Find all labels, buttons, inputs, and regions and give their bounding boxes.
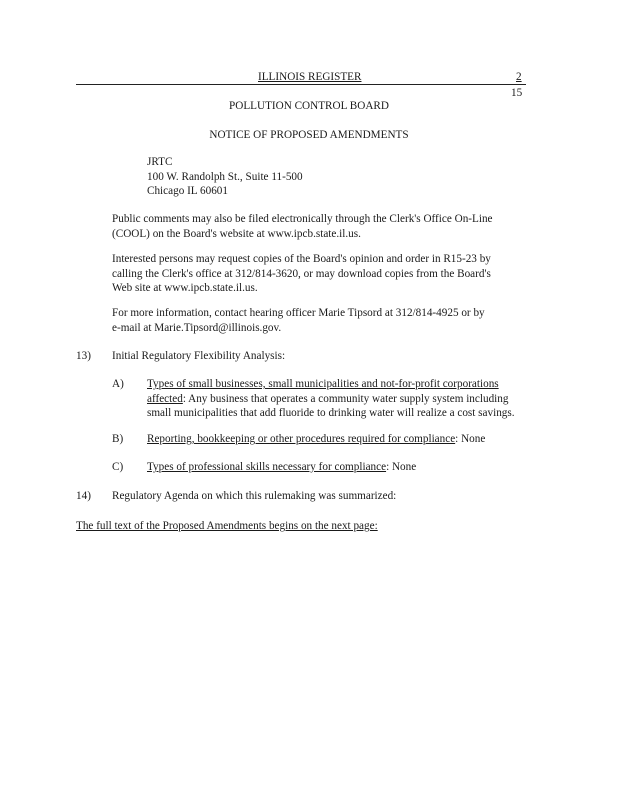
address-block [147, 155, 303, 199]
agency-name: POLLUTION CONTROL BOARD [229, 100, 389, 112]
issue-number: 15 [511, 87, 523, 99]
section-13-title: Initial Regulatory Flexibility Analysis: [112, 350, 286, 362]
address-line: 100 W. Randolph St., Suite 11-500 [147, 170, 303, 183]
item-a-text: Types of small businesses, small municipalities and not-for-profit corporations affected: Any business that operates a community water supply system including small municipalities that add fluoride to drinking water will realize a cost savings. [147, 378, 515, 419]
item-a-label: A) [112, 378, 124, 390]
address-line: Chicago IL 60601 [147, 185, 228, 197]
item-b-text: Reporting, bookkeeping or other procedures required for compliance: None [147, 433, 486, 445]
notice-title: NOTICE OF PROPOSED AMENDMENTS [209, 129, 409, 141]
more-info-paragraph: For more information, contact hearing officer Marie Tipsord at 312/814-4925 or by e-mail at Marie.Tipsord@illinois.gov. [112, 307, 485, 334]
public-comments-paragraph: Public comments may also be filed electronically through the Clerk's Office On-Line (COOL) on the Board's website at www.ipcb.state.il.us. [112, 213, 493, 240]
address-line: JRTC [147, 156, 173, 168]
item-b-label: B) [112, 433, 124, 445]
page-number: 2 [516, 71, 522, 83]
full-text-note: The full text of the Proposed Amendments begins on the next page: [76, 520, 378, 532]
section-14-number: 14) [76, 490, 91, 502]
section-13-number: 13) [76, 350, 91, 362]
item-c-text: Types of professional skills necessary for compliance: None [147, 461, 417, 473]
register-title: ILLINOIS REGISTER [258, 71, 362, 83]
copies-paragraph: Interested persons may request copies of the Board's opinion and order in R15-23 by calling the Clerk's office at 312/814-3620, or may download copies from the Board's Web site at www.ipcb.state.il.us. [112, 253, 491, 294]
section-14-title: Regulatory Agenda on which this rulemaking was summarized: [112, 490, 397, 502]
header-rule [76, 84, 526, 85]
item-c-label: C) [112, 461, 124, 473]
